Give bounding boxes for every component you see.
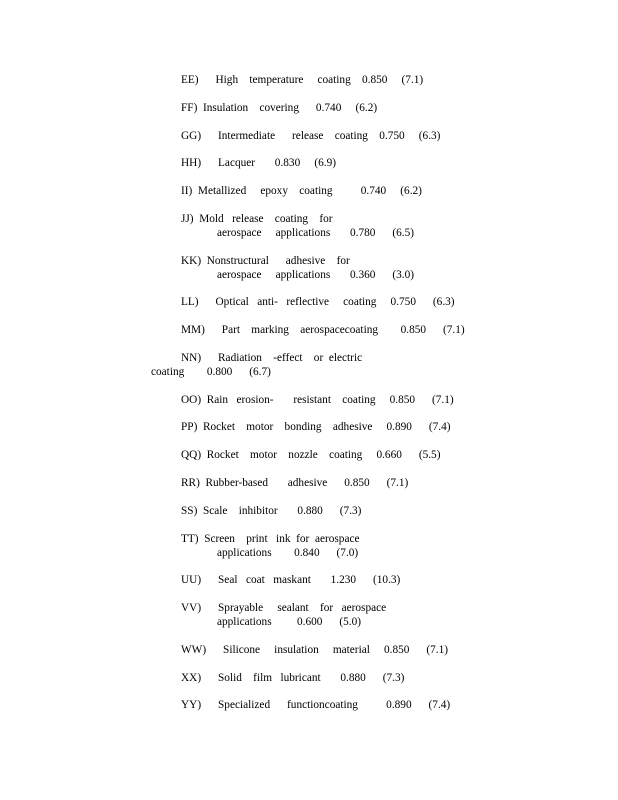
entry-line: II) Metallized epoxy coating 0.740 (6.2) (181, 185, 422, 197)
entry-vv (181, 601, 386, 629)
entry-uu (181, 573, 400, 587)
entry-jj (181, 212, 414, 240)
entry-rr (181, 476, 408, 490)
entry-hh (181, 156, 336, 170)
entry-line: FF) Insulation covering 0.740 (6.2) (181, 102, 378, 114)
entry-line-continued: applications 0.840 (7.0) (217, 547, 359, 559)
entry-line: YY) Specialized functioncoating 0.890 (7.4) (181, 699, 451, 711)
entry-line: UU) Seal coat maskant 1.230 (10.3) (181, 574, 401, 586)
entry-line-continued: aerospace applications 0.360 (3.0) (217, 269, 415, 281)
entry-nn (151, 351, 363, 379)
entry-line: KK) Nonstructural adhesive for (181, 255, 350, 267)
entry-ee (181, 73, 423, 87)
entry-ll (181, 295, 455, 309)
entry-line: QQ) Rocket motor nozzle coating 0.660 (5.5) (181, 449, 441, 461)
entry-kk (181, 254, 414, 282)
entry-line: HH) Lacquer 0.830 (6.9) (181, 157, 336, 169)
entry-tt (181, 532, 359, 560)
entry-oo (181, 393, 454, 407)
entry-line: RR) Rubber-based adhesive 0.850 (7.1) (181, 477, 409, 489)
entry-line: GG) Intermediate release coating 0.750 (6.3) (181, 130, 441, 142)
entry-ii (181, 184, 422, 198)
entry-pp (181, 420, 451, 434)
entry-line: OO) Rain erosion- resistant coating 0.850 (7.1) (181, 394, 454, 406)
entry-ff (181, 101, 377, 115)
entry-line: NN) Radiation -effect or electric (181, 352, 363, 364)
entry-line-continued: aerospace applications 0.780 (6.5) (217, 227, 415, 239)
entry-line: WW) Silicone insulation material 0.850 (7.1) (181, 644, 448, 656)
entry-line: XX) Solid film lubricant 0.880 (7.3) (181, 672, 405, 684)
entry-line: PP) Rocket motor bonding adhesive 0.890 (7.4) (181, 421, 451, 433)
entry-line: JJ) Mold release coating for (181, 213, 333, 225)
entry-line-continued: coating 0.800 (6.7) (151, 366, 271, 378)
entry-line: VV) Sprayable sealant for aerospace (181, 602, 387, 614)
entry-line: TT) Screen print ink for aerospace (181, 533, 360, 545)
entry-xx (181, 671, 404, 685)
entry-qq (181, 448, 440, 462)
entry-line: LL) Optical anti- reflective coating 0.750 (6.3) (181, 296, 455, 308)
entry-line: MM) Part marking aerospacecoating 0.850 (7.1) (181, 324, 465, 336)
entry-ss (181, 504, 361, 518)
entry-line: EE) High temperature coating 0.850 (7.1) (181, 74, 424, 86)
entry-line-continued: applications 0.600 (5.0) (217, 616, 362, 628)
entry-gg (181, 129, 440, 143)
entry-ww (181, 643, 448, 657)
entry-mm (181, 323, 465, 337)
entry-line: SS) Scale inhibitor 0.880 (7.3) (181, 505, 362, 517)
entry-yy (181, 698, 450, 712)
